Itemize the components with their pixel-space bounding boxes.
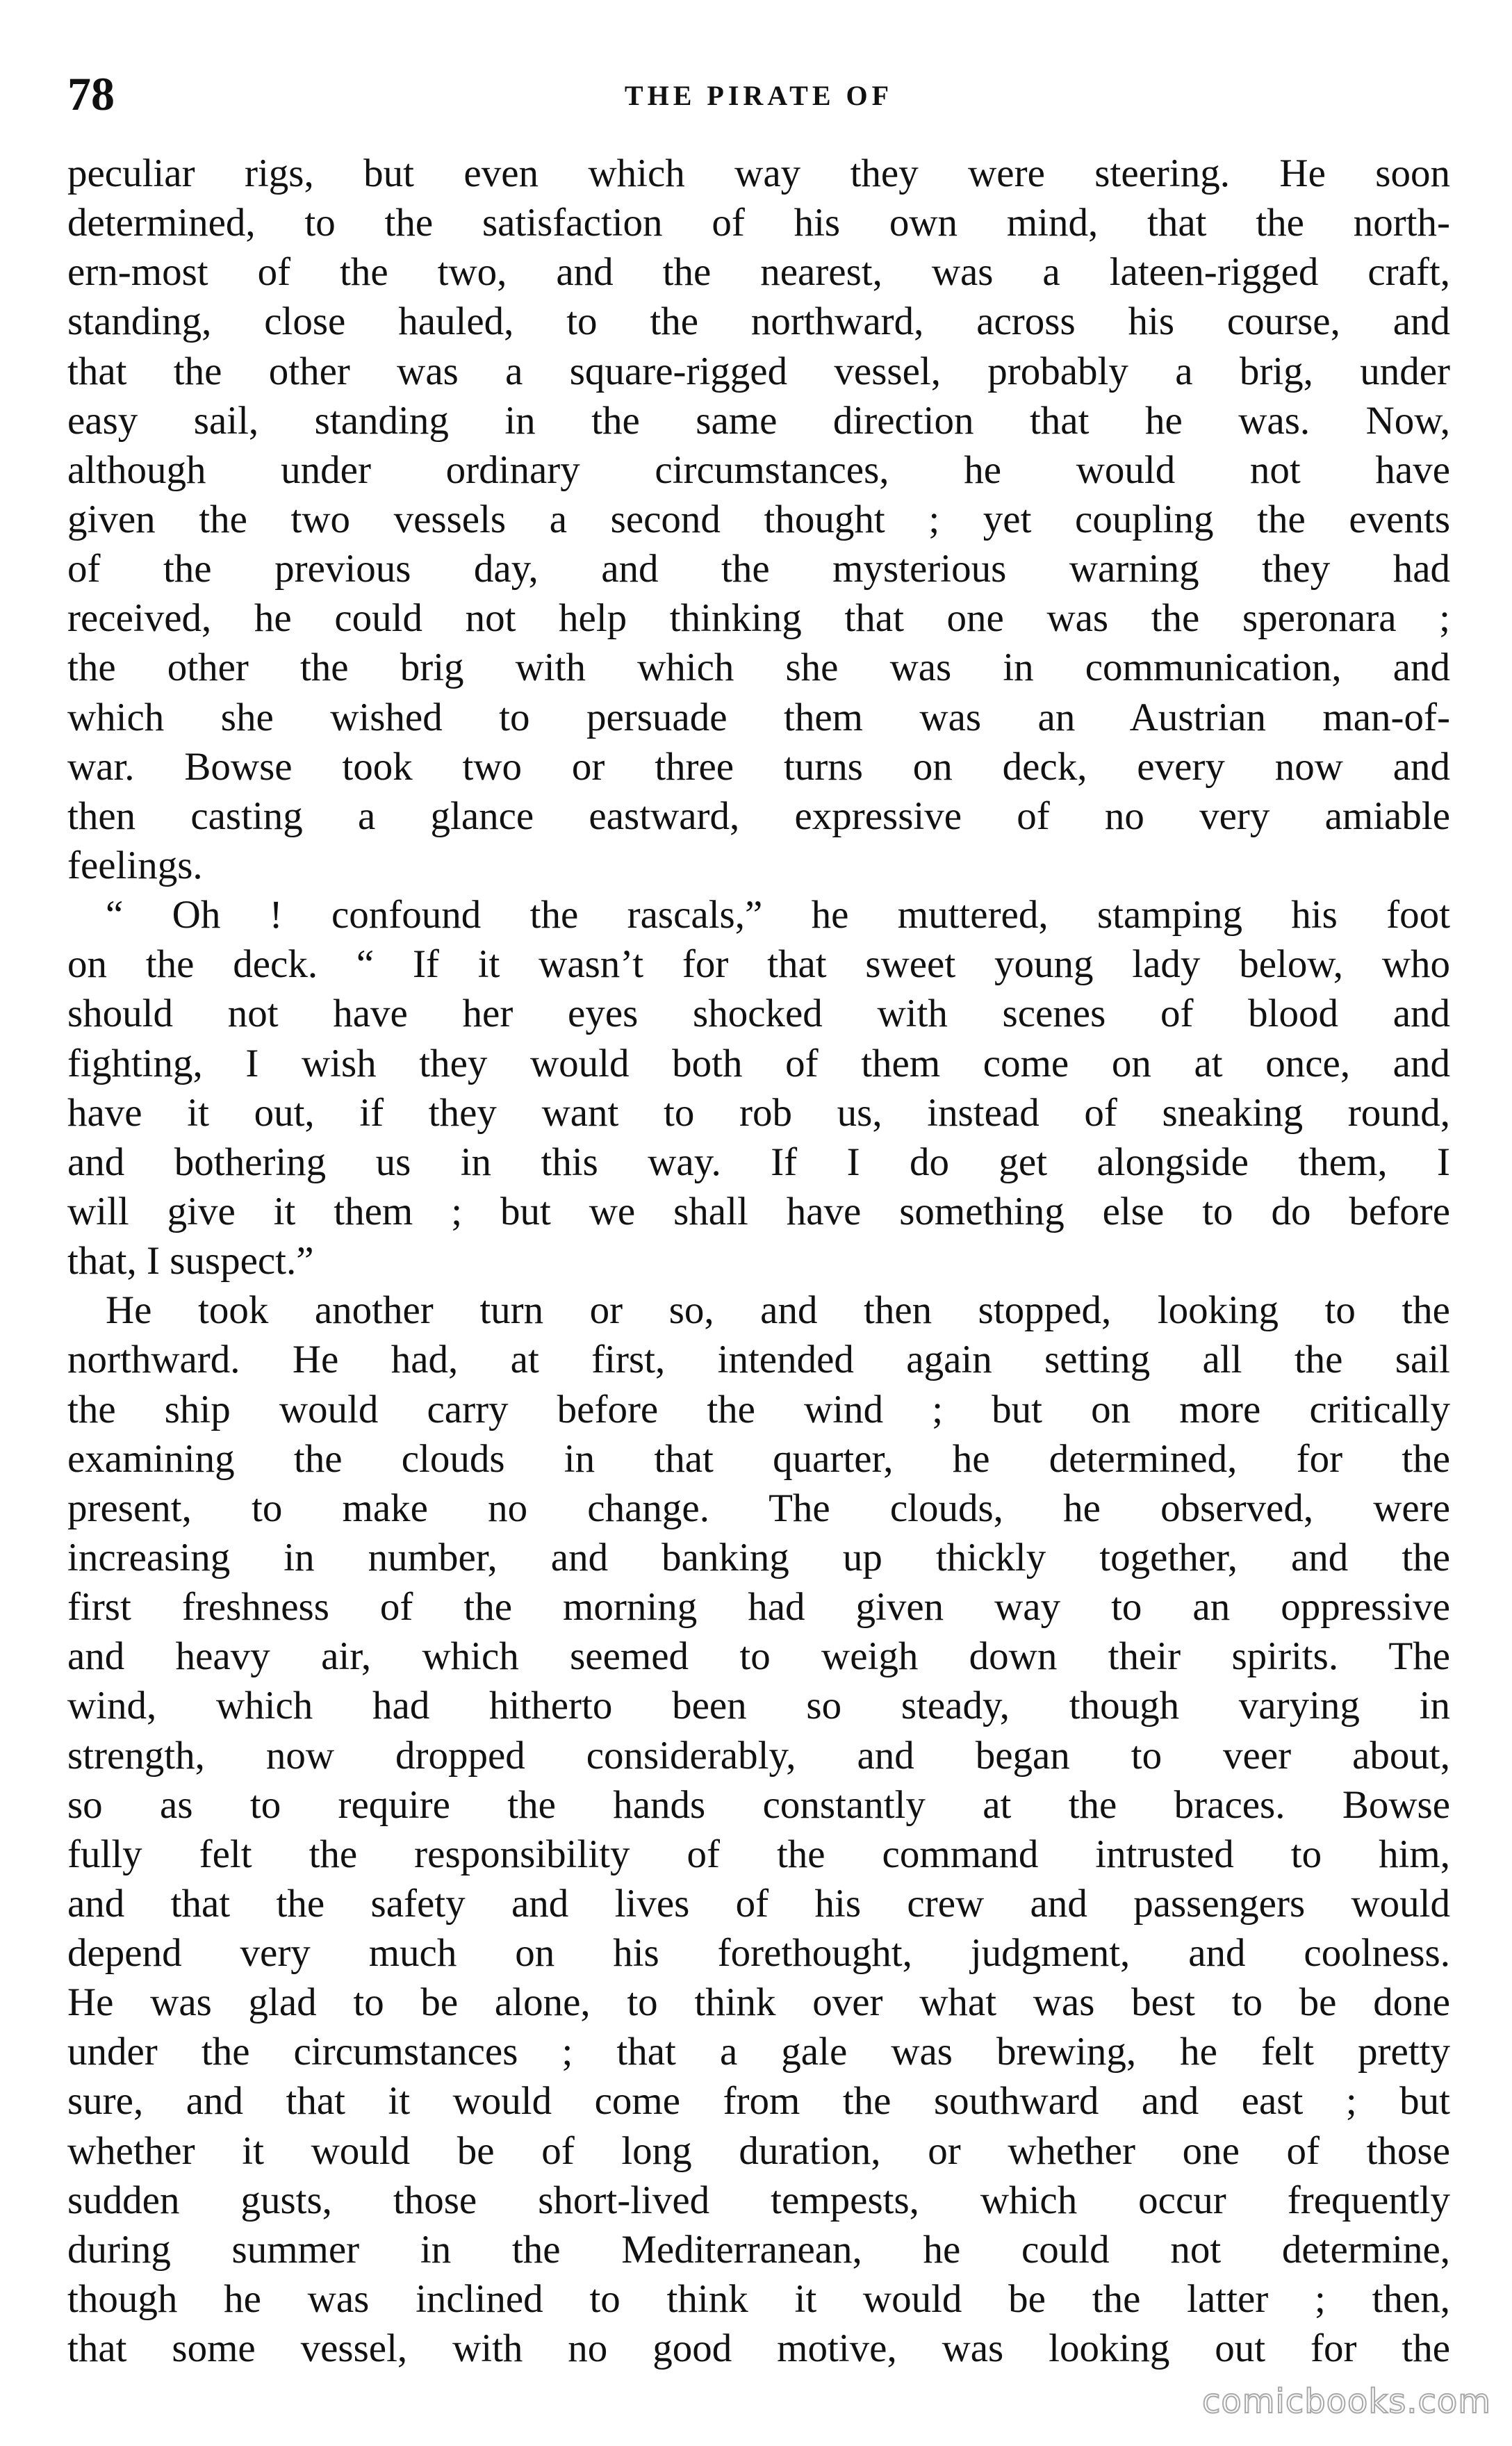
text-line: received, he could not help thinking that one was the speronara ;: [67, 596, 1450, 641]
text-line: first freshness of the morning had given way to an oppressive: [67, 1585, 1450, 1630]
text-line: on the deck. “ If it wasn’t for that sweet young lady below, who: [67, 942, 1450, 987]
text-line: He was glad to be alone, to think over what was best to be done: [67, 1980, 1450, 2025]
text-line: and bothering us in this way. If I do get alongside them, I: [67, 1140, 1450, 1184]
text-line: present, to make no change. The clouds, he observed, were: [67, 1486, 1450, 1530]
text-line: feelings.: [67, 843, 203, 887]
text-line: although under ordinary circumstances, he would not have: [67, 448, 1450, 492]
page-header: [67, 63, 1450, 125]
text-line: He took another turn or so, and then stopped, looking to the: [106, 1288, 1450, 1333]
text-line: “ Oh ! confound the rascals,” he muttered, stamping his foot: [106, 893, 1450, 937]
text-line: sudden gusts, those short-lived tempests, which occur frequently: [67, 2178, 1450, 2222]
running-head: THE PIRATE OF: [624, 80, 894, 111]
text-line: determined, to the satisfaction of his own mind, that the north-: [67, 201, 1450, 245]
text-line: war. Bowse took two or three turns on deck, every now and: [67, 744, 1450, 789]
text-line: examining the clouds in that quarter, he determined, for the: [67, 1436, 1450, 1481]
text-line: which she wished to persuade them was an Austrian man-of-: [67, 695, 1450, 739]
text-line: that some vessel, with no good motive, was looking out for the: [67, 2326, 1450, 2371]
text-line: though he was inclined to think it would be the latter ; then,: [67, 2277, 1450, 2322]
text-line: should not have her eyes shocked with scenes of blood and: [67, 992, 1450, 1036]
body-text: [67, 149, 1450, 2373]
text-line: fighting, I wish they would both of them come on at once, and: [67, 1041, 1450, 1085]
text-line: ern-most of the two, and the nearest, was a lateen-rigged craft,: [67, 250, 1450, 295]
text-line: sure, and that it would come from the southward and east ; but: [67, 2079, 1450, 2124]
text-line: that the other was a square-rigged vessel, probably a brig, under: [67, 349, 1450, 393]
text-line: given the two vessels a second thought ; yet coupling the events: [67, 497, 1450, 541]
text-line: under the circumstances ; that a gale was brewing, he felt pretty: [67, 2030, 1450, 2074]
text-line: and heavy air, which seemed to weigh down their spirits. The: [67, 1634, 1450, 1679]
watermark: comicbooks.com: [1201, 2382, 1491, 2421]
text-line: the ship would carry before the wind ; but on more critically: [67, 1387, 1450, 1431]
text-line: and that the safety and lives of his crew and passengers would: [67, 1881, 1450, 1926]
text-line: increasing in number, and banking up thickly together, and the: [67, 1535, 1450, 1579]
text-line: that, I suspect.”: [67, 1239, 314, 1283]
text-line: fully felt the responsibility of the command intrusted to him,: [67, 1832, 1450, 1876]
text-line: depend very much on his forethought, judgment, and coolness.: [67, 1931, 1450, 1976]
text-line: so as to require the hands constantly at the braces. Bowse: [67, 1782, 1450, 1827]
text-line: during summer in the Mediterranean, he could not determine,: [67, 2227, 1450, 2272]
text-line: standing, close hauled, to the northward, across his course, and: [67, 299, 1450, 344]
text-line: whether it would be of long duration, or whether one of those: [67, 2128, 1450, 2173]
text-line: then casting a glance eastward, expressive of no very amiable: [67, 794, 1450, 838]
text-line: the other the brig with which she was in communication, and: [67, 646, 1450, 690]
text-line: wind, which had hitherto been so steady, though varying in: [67, 1684, 1450, 1728]
text-line: easy sail, standing in the same direction that he was. Now,: [67, 398, 1450, 443]
text-line: of the previous day, and the mysterious warning they had: [67, 547, 1450, 591]
text-line: peculiar rigs, but even which way they were steering. He soon: [67, 151, 1450, 195]
page-number: 78: [67, 67, 115, 120]
text-line: northward. He had, at first, intended again setting all the sail: [67, 1338, 1450, 1382]
text-line: strength, now dropped considerably, and began to veer about,: [67, 1733, 1450, 1778]
text-line: have it out, if they want to rob us, instead of sneaking round,: [67, 1090, 1450, 1135]
text-line: will give it them ; but we shall have something else to do before: [67, 1189, 1450, 1233]
